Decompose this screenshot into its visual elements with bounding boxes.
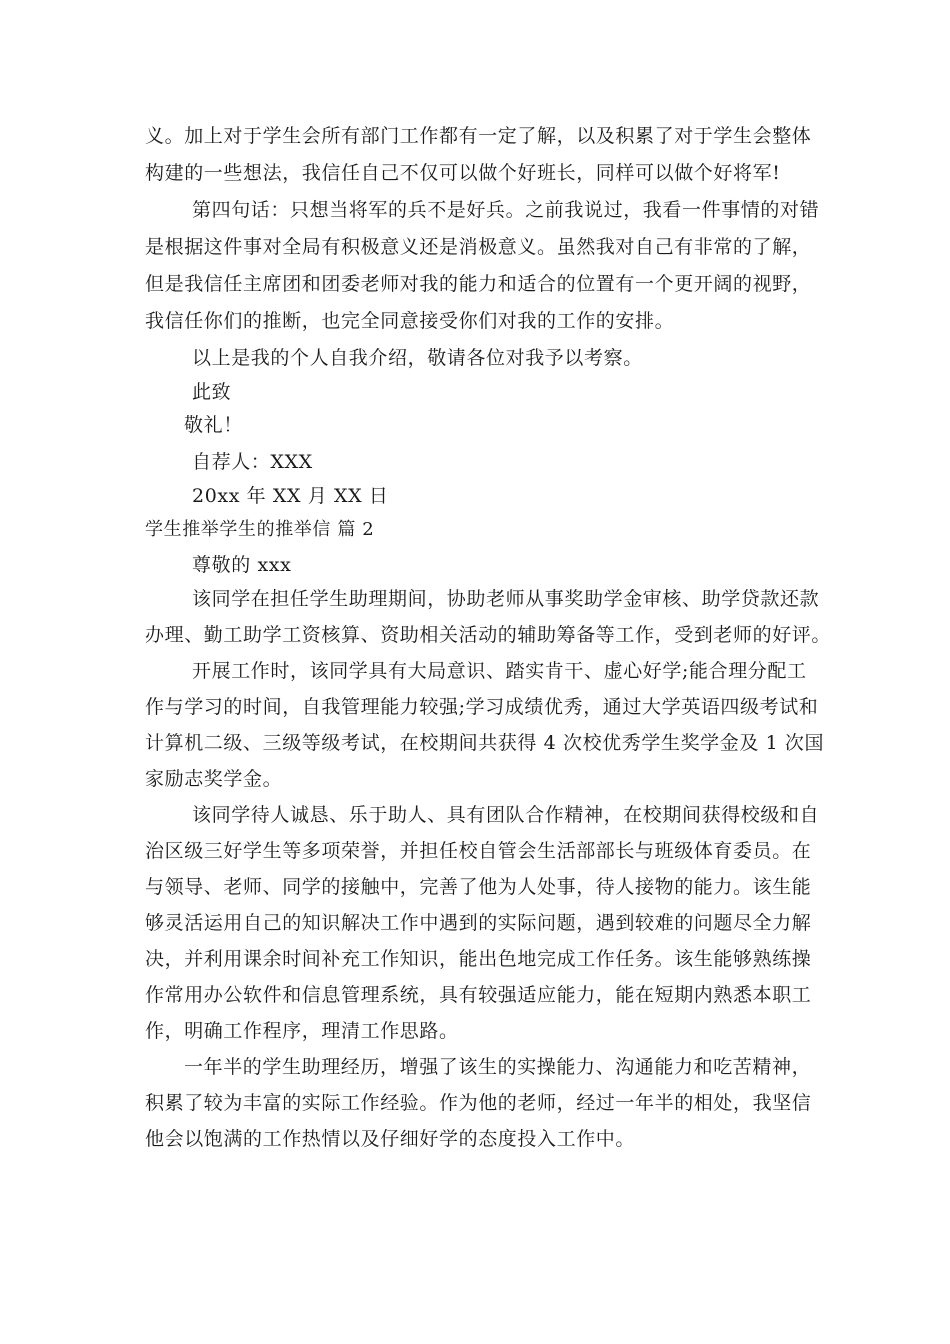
greeting-line: 尊敬的 xxx [192,554,292,576]
paragraph-line: 他会以饱满的工作热情以及仔细好学的态度投入工作中。 [145,1128,636,1150]
paragraph-line: 我信任你们的推断，也完全同意接受你们对我的工作的安排。 [145,310,675,332]
paragraph-line: 与领导、老师、同学的接触中，完善了他为人处事，待人接物的能力。该生能 [145,876,812,898]
paragraph-line: 以上是我的个人自我介绍，敬请各位对我予以考察。 [192,347,643,369]
paragraph-line: 一年半的学生助理经历，增强了该生的实操能力、沟通能力和吃苦精神， [184,1056,812,1078]
paragraph-line: 作常用办公软件和信息管理系统，具有较强适应能力，能在短期内熟悉本职工 [145,984,812,1006]
paragraph-line: 够灵活运用自己的知识解决工作中遇到的实际问题，遇到较难的问题尽全力解 [145,912,812,934]
paragraph-line: 该同学待人诚恳、乐于助人、具有团队合作精神，在校期间获得校级和自 [192,804,820,826]
signature-line: 自荐人：XXX [192,451,313,473]
salutation-line: 敬礼！ [184,414,243,436]
date-line: 20xx 年 XX 月 XX 日 [192,485,389,507]
paragraph-line: 作，明确工作程序，理清工作思路。 [145,1020,459,1042]
paragraph-line: 是根据这件事对全局有积极意义还是消极意义。虽然我对自己有非常的了解， [145,236,812,258]
paragraph-line: 构建的一些想法，我信任自己不仅可以做个好班长，同样可以做个好将军! [145,162,781,184]
paragraph-line: 但是我信任主席团和团委老师对我的能力和适合的位置有一个更开阔的视野， [145,273,812,295]
closing-line: 此致 [192,381,232,403]
paragraph-line: 办理、勤工助学工资核算、资助相关活动的辅助筹备等工作，受到老师的好评。 [145,624,832,646]
paragraph-line: 积累了较为丰富的实际工作经验。作为他的老师，经过一年半的相处，我坚信 [145,1092,812,1114]
paragraph-line: 治区级三好学生等多项荣誉，并担任校自管会生活部部长与班级体育委员。在 [145,840,812,862]
paragraph-line: 计算机二级、三级等级考试，在校期间共获得 4 次校优秀学生奖学金及 1 次国 [145,732,825,754]
paragraph-line: 开展工作时，该同学具有大局意识、踏实肯干、虚心好学;能合理分配工 [192,660,807,682]
paragraph-line: 义。加上对于学生会所有部门工作都有一定了解，以及积累了对于学生会整体 [145,125,812,147]
paragraph-line: 该同学在担任学生助理期间，协助老师从事奖助学金审核、助学贷款还款 [192,588,820,610]
paragraph-line: 第四句话：只想当将军的兵不是好兵。之前我说过，我看一件事情的对错 [192,199,820,221]
paragraph-line: 决，并利用课余时间补充工作知识，能出色地完成工作任务。该生能够熟练操 [145,948,812,970]
paragraph-line: 作与学习的时间，自我管理能力较强;学习成绩优秀，通过大学英语四级考试和 [145,696,819,718]
section-title: 学生推举学生的推举信 篇 2 [145,519,375,540]
paragraph-line: 家励志奖学金。 [145,768,283,790]
